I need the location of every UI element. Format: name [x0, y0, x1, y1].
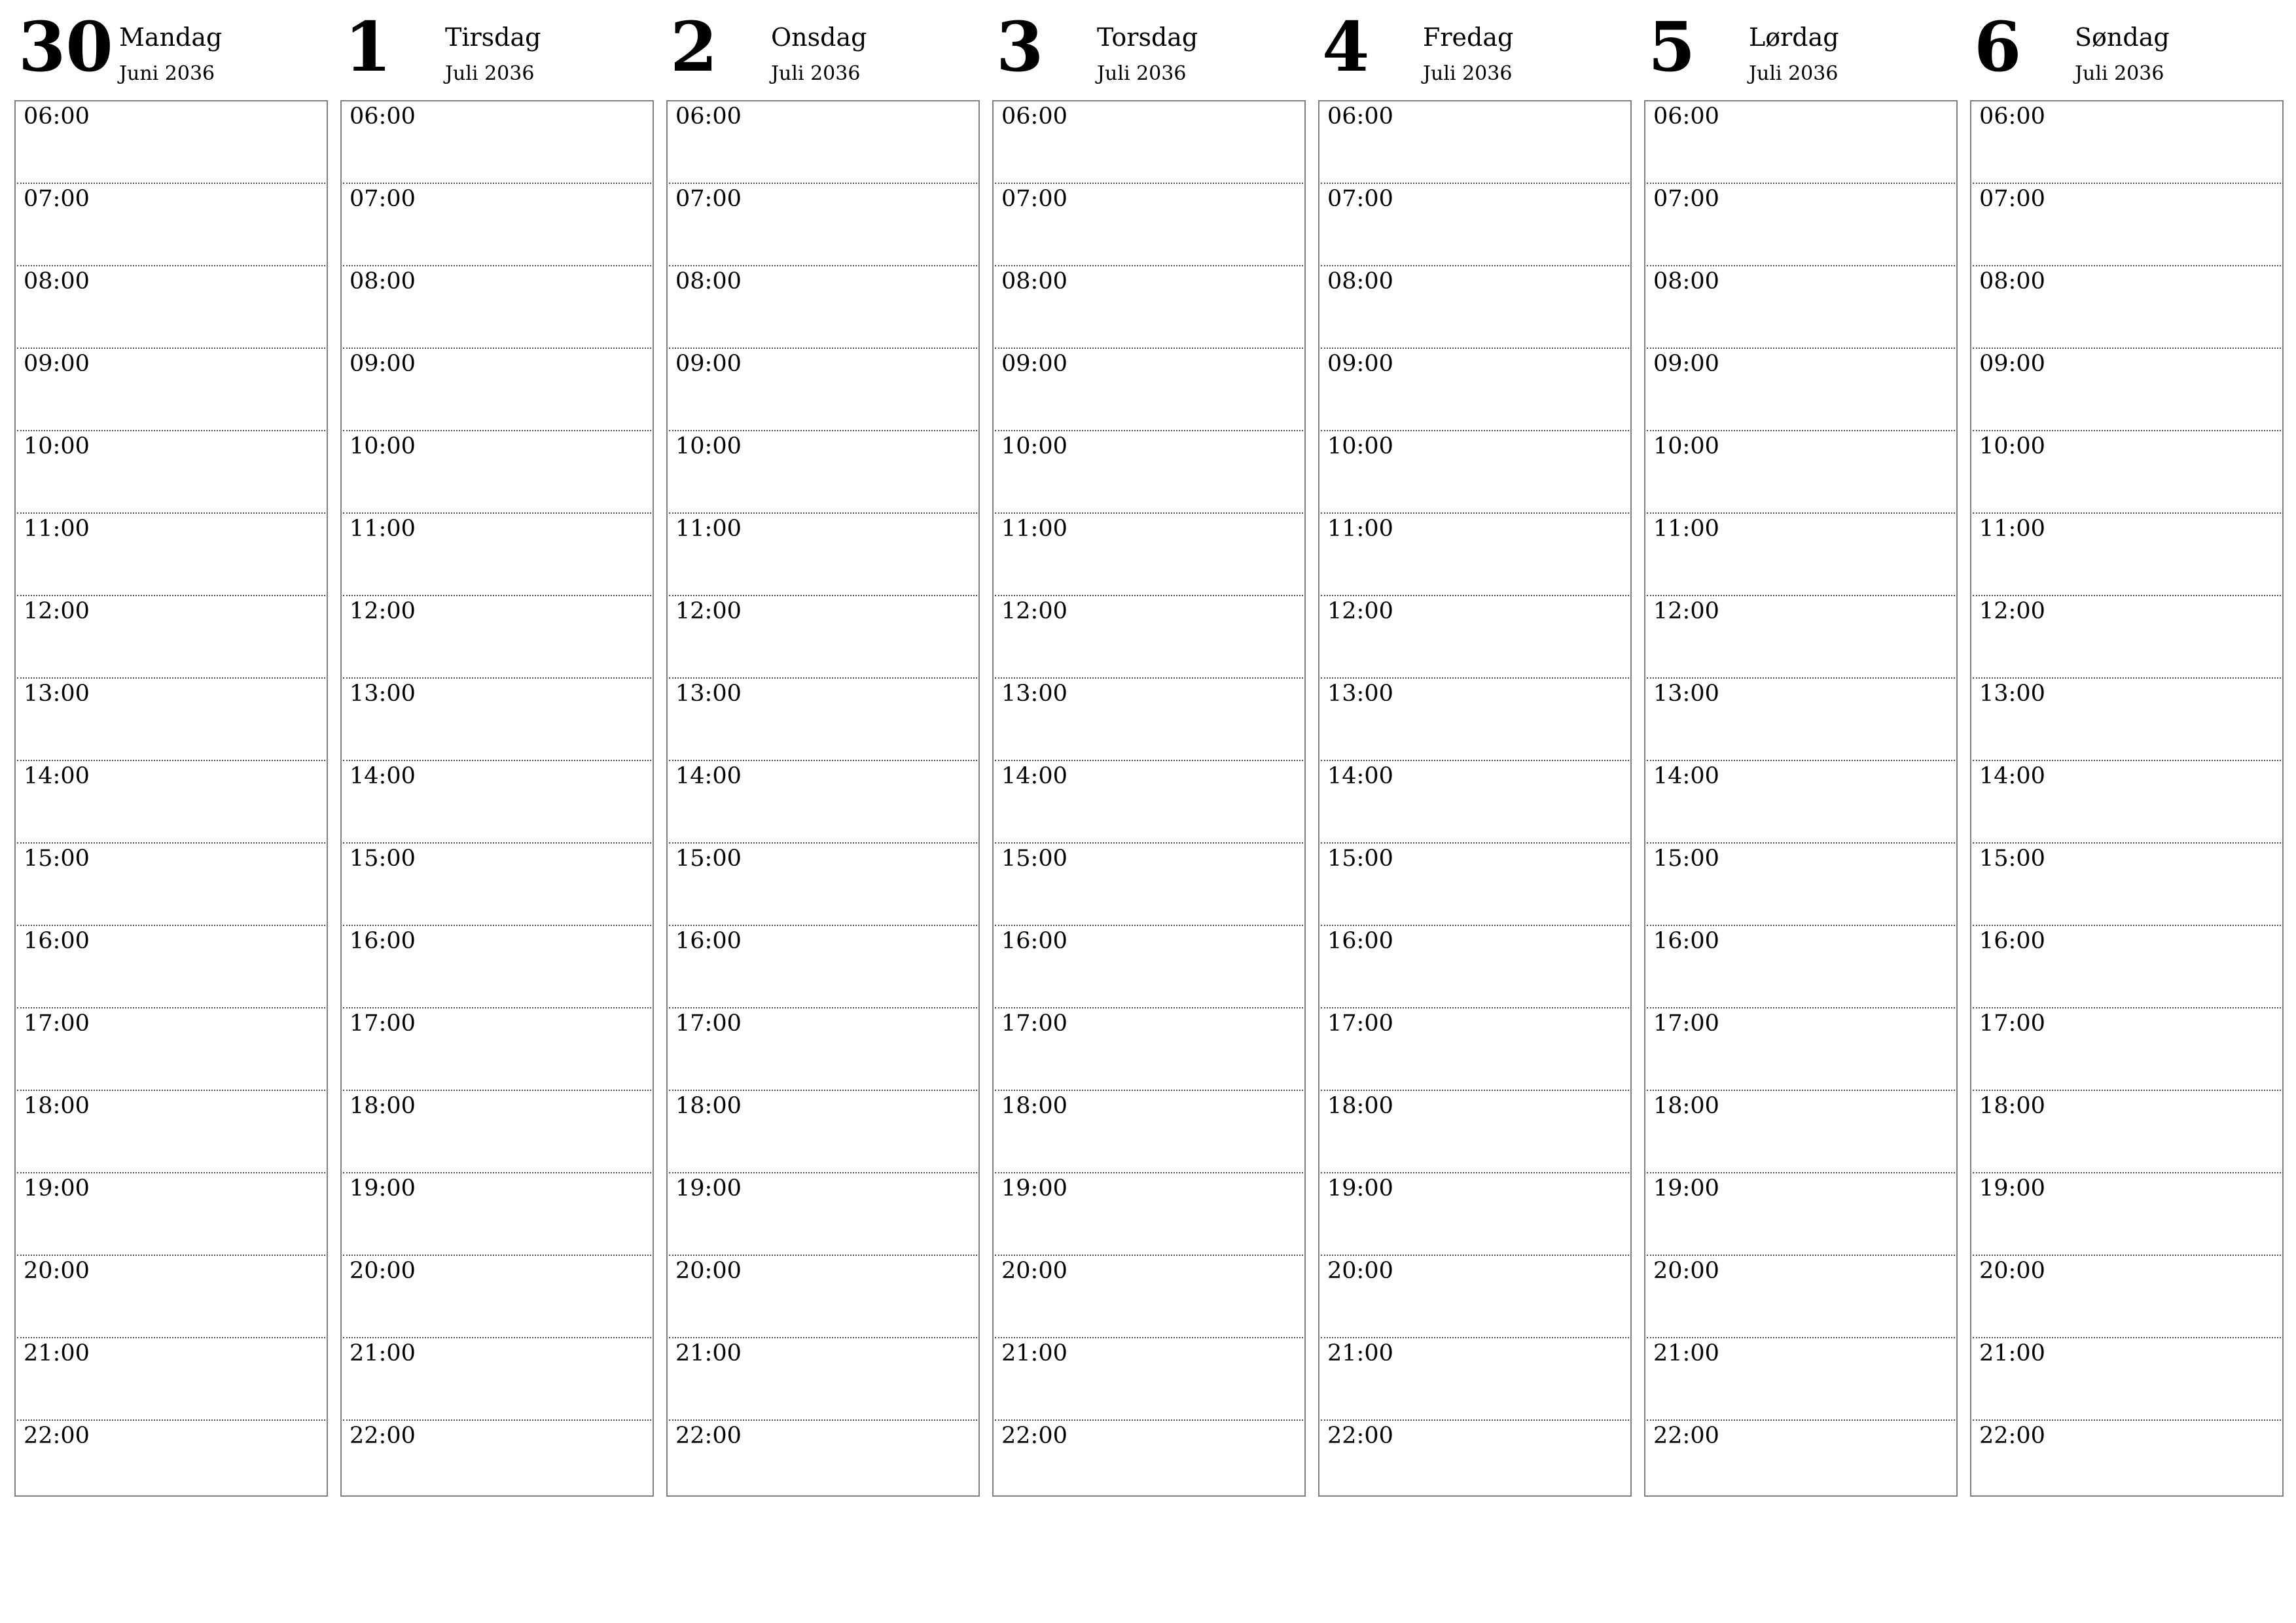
time-label: 13:00	[1979, 681, 2045, 707]
time-label: 08:00	[1001, 268, 1067, 294]
time-slot[interactable]	[669, 1008, 977, 1091]
day-number: 3	[996, 7, 1044, 87]
time-label: 07:00	[1001, 186, 1067, 212]
time-slot[interactable]	[1973, 514, 2281, 596]
day-month: Juli 2036	[771, 62, 861, 85]
time-label: 19:00	[1979, 1175, 2045, 1202]
time-slot[interactable]	[17, 266, 325, 349]
time-label: 18:00	[350, 1093, 416, 1119]
time-label: 19:00	[350, 1175, 416, 1202]
time-slot[interactable]	[1973, 844, 2281, 926]
time-slot[interactable]	[1321, 349, 1629, 431]
time-label: 17:00	[675, 1010, 742, 1037]
time-slot[interactable]	[669, 431, 977, 514]
time-slot[interactable]	[1973, 1338, 2281, 1421]
time-label: 21:00	[1327, 1340, 1393, 1366]
time-label: 07:00	[24, 186, 90, 212]
time-slot[interactable]	[995, 184, 1303, 266]
time-label: 12:00	[1653, 598, 1719, 624]
time-slot[interactable]	[1647, 844, 1955, 926]
time-slots	[340, 100, 654, 1497]
time-slot[interactable]	[669, 844, 977, 926]
time-label: 21:00	[350, 1340, 416, 1366]
time-label: 07:00	[675, 186, 742, 212]
time-label: 06:00	[675, 103, 742, 130]
day-name: Onsdag	[771, 23, 867, 52]
time-label: 19:00	[1327, 1175, 1393, 1202]
time-label: 20:00	[350, 1258, 416, 1284]
time-label: 16:00	[1001, 928, 1067, 954]
time-label: 18:00	[675, 1093, 742, 1119]
time-label: 17:00	[1653, 1010, 1719, 1037]
time-slot[interactable]	[343, 1091, 651, 1173]
time-label: 20:00	[1653, 1258, 1719, 1284]
time-slot[interactable]	[1321, 679, 1629, 761]
time-label: 16:00	[350, 928, 416, 954]
time-slot[interactable]	[343, 761, 651, 844]
time-label: 19:00	[1001, 1175, 1067, 1202]
day-name: Søndag	[2075, 23, 2170, 52]
time-slot[interactable]	[1321, 761, 1629, 844]
time-label: 13:00	[1001, 681, 1067, 707]
time-slot[interactable]	[995, 679, 1303, 761]
time-slot[interactable]	[1973, 101, 2281, 184]
day-month: Juli 2036	[1097, 62, 1187, 85]
time-slot[interactable]	[1321, 1256, 1629, 1338]
time-label: 20:00	[24, 1258, 90, 1284]
time-slot[interactable]	[669, 761, 977, 844]
time-slot[interactable]	[1973, 761, 2281, 844]
time-slot[interactable]	[343, 1421, 651, 1502]
time-slot[interactable]	[1647, 596, 1955, 679]
time-slot[interactable]	[1973, 349, 2281, 431]
time-slot[interactable]	[1973, 596, 2281, 679]
time-slot[interactable]	[1321, 844, 1629, 926]
time-label: 19:00	[675, 1175, 742, 1202]
time-label: 18:00	[1001, 1093, 1067, 1119]
time-slot[interactable]	[17, 1091, 325, 1173]
time-slot[interactable]	[669, 1091, 977, 1173]
time-slot[interactable]	[1647, 1008, 1955, 1091]
day-column-sunday	[1970, 0, 2284, 1449]
time-label: 09:00	[24, 351, 90, 377]
day-number: 2	[670, 7, 718, 87]
time-label: 08:00	[1327, 268, 1393, 294]
time-label: 08:00	[1979, 268, 2045, 294]
time-slot[interactable]	[669, 514, 977, 596]
time-label: 09:00	[1653, 351, 1719, 377]
time-label: 21:00	[1979, 1340, 2045, 1366]
time-label: 17:00	[1327, 1010, 1393, 1037]
day-number: 6	[1974, 7, 2022, 87]
day-name: Tirsdag	[445, 23, 541, 52]
time-slot[interactable]	[669, 101, 977, 184]
time-slot[interactable]	[17, 1173, 325, 1256]
time-label: 12:00	[1001, 598, 1067, 624]
time-label: 17:00	[1001, 1010, 1067, 1037]
time-label: 06:00	[1653, 103, 1719, 130]
time-label: 16:00	[1327, 928, 1393, 954]
time-label: 08:00	[24, 268, 90, 294]
time-label: 18:00	[1653, 1093, 1719, 1119]
time-slot[interactable]	[1973, 1008, 2281, 1091]
time-slot[interactable]	[17, 844, 325, 926]
time-slot[interactable]	[995, 926, 1303, 1008]
time-slot[interactable]	[343, 1173, 651, 1256]
day-month: Juni 2036	[119, 62, 215, 85]
time-slot[interactable]	[1321, 1008, 1629, 1091]
time-slot[interactable]	[669, 266, 977, 349]
day-header	[340, 0, 654, 100]
time-slot[interactable]	[669, 679, 977, 761]
time-label: 15:00	[1327, 846, 1393, 872]
time-label: 06:00	[24, 103, 90, 130]
day-number: 30	[18, 7, 113, 87]
time-label: 10:00	[24, 433, 90, 459]
time-label: 21:00	[1653, 1340, 1719, 1366]
time-label: 15:00	[1653, 846, 1719, 872]
time-label: 13:00	[350, 681, 416, 707]
time-slot[interactable]	[343, 596, 651, 679]
time-slot[interactable]	[995, 1338, 1303, 1421]
time-slot[interactable]	[1973, 1421, 2281, 1502]
time-label: 11:00	[1327, 516, 1393, 542]
time-slot[interactable]	[995, 1091, 1303, 1173]
time-label: 15:00	[1979, 846, 2045, 872]
time-label: 12:00	[1979, 598, 2045, 624]
time-slot[interactable]	[1647, 761, 1955, 844]
time-label: 18:00	[1327, 1093, 1393, 1119]
day-header	[14, 0, 328, 100]
time-slot[interactable]	[17, 349, 325, 431]
time-slot[interactable]	[17, 1008, 325, 1091]
time-label: 09:00	[675, 351, 742, 377]
time-slot[interactable]	[17, 431, 325, 514]
time-label: 12:00	[24, 598, 90, 624]
time-label: 06:00	[1001, 103, 1067, 130]
time-slot[interactable]	[1647, 1338, 1955, 1421]
time-slot[interactable]	[1647, 514, 1955, 596]
time-slots	[666, 100, 980, 1497]
time-slot[interactable]	[17, 101, 325, 184]
time-slot[interactable]	[1647, 1256, 1955, 1338]
time-slot[interactable]	[17, 1421, 325, 1502]
day-header	[992, 0, 1306, 100]
time-slot[interactable]	[343, 514, 651, 596]
day-column-tuesday	[340, 0, 654, 1449]
time-label: 10:00	[1327, 433, 1393, 459]
time-slot[interactable]	[343, 926, 651, 1008]
time-label: 13:00	[1653, 681, 1719, 707]
time-label: 17:00	[24, 1010, 90, 1037]
time-label: 11:00	[1001, 516, 1067, 542]
time-slot[interactable]	[669, 1173, 977, 1256]
time-slot[interactable]	[1321, 514, 1629, 596]
time-label: 10:00	[675, 433, 742, 459]
time-label: 14:00	[350, 763, 416, 789]
time-label: 20:00	[675, 1258, 742, 1284]
time-slot[interactable]	[995, 844, 1303, 926]
time-label: 06:00	[1327, 103, 1393, 130]
time-label: 11:00	[350, 516, 416, 542]
time-label: 15:00	[350, 846, 416, 872]
time-slot[interactable]	[17, 514, 325, 596]
time-slots	[992, 100, 1306, 1497]
time-slot[interactable]	[343, 1008, 651, 1091]
day-name: Torsdag	[1097, 23, 1198, 52]
time-slot[interactable]	[17, 596, 325, 679]
time-slot[interactable]	[1321, 184, 1629, 266]
time-label: 20:00	[1327, 1258, 1393, 1284]
time-slot[interactable]	[343, 844, 651, 926]
time-slot[interactable]	[1321, 1173, 1629, 1256]
time-label: 22:00	[1327, 1423, 1393, 1449]
time-label: 12:00	[350, 598, 416, 624]
time-slot[interactable]	[995, 596, 1303, 679]
time-slot[interactable]	[17, 1338, 325, 1421]
time-label: 09:00	[1001, 351, 1067, 377]
time-label: 19:00	[24, 1175, 90, 1202]
time-label: 21:00	[24, 1340, 90, 1366]
time-slot[interactable]	[1973, 1173, 2281, 1256]
time-slot[interactable]	[1321, 926, 1629, 1008]
time-label: 14:00	[1001, 763, 1067, 789]
time-label: 12:00	[675, 598, 742, 624]
time-slot[interactable]	[343, 266, 651, 349]
day-column-saturday	[1644, 0, 1958, 1449]
day-header	[1970, 0, 2284, 100]
day-month: Juli 2036	[1749, 62, 1839, 85]
time-slot[interactable]	[995, 266, 1303, 349]
time-label: 08:00	[675, 268, 742, 294]
time-label: 21:00	[675, 1340, 742, 1366]
time-label: 06:00	[1979, 103, 2045, 130]
time-label: 16:00	[24, 928, 90, 954]
time-slot[interactable]	[1973, 926, 2281, 1008]
time-slot[interactable]	[995, 1008, 1303, 1091]
time-slot[interactable]	[669, 1256, 977, 1338]
time-label: 11:00	[1979, 516, 2045, 542]
day-column-friday	[1318, 0, 1632, 1449]
day-column-wednesday	[666, 0, 980, 1449]
day-name: Fredag	[1423, 23, 1514, 52]
day-header	[1644, 0, 1958, 100]
time-slots	[1644, 100, 1958, 1497]
time-slot[interactable]	[1647, 679, 1955, 761]
time-label: 08:00	[350, 268, 416, 294]
time-slot[interactable]	[1321, 1091, 1629, 1173]
time-slot[interactable]	[995, 1173, 1303, 1256]
day-month: Juli 2036	[1423, 62, 1513, 85]
time-label: 15:00	[675, 846, 742, 872]
time-slot[interactable]	[1321, 101, 1629, 184]
time-slot[interactable]	[343, 1338, 651, 1421]
time-slot[interactable]	[17, 926, 325, 1008]
time-label: 14:00	[1979, 763, 2045, 789]
time-slot[interactable]	[17, 1256, 325, 1338]
time-slot[interactable]	[343, 431, 651, 514]
time-label: 16:00	[675, 928, 742, 954]
time-slot[interactable]	[995, 761, 1303, 844]
time-slot[interactable]	[669, 926, 977, 1008]
time-slot[interactable]	[1647, 431, 1955, 514]
time-slot[interactable]	[995, 349, 1303, 431]
time-slot[interactable]	[669, 184, 977, 266]
time-label: 22:00	[1001, 1423, 1067, 1449]
time-label: 12:00	[1327, 598, 1393, 624]
time-label: 09:00	[350, 351, 416, 377]
time-label: 16:00	[1653, 928, 1719, 954]
time-slot[interactable]	[669, 596, 977, 679]
day-number: 1	[344, 7, 392, 87]
time-label: 17:00	[1979, 1010, 2045, 1037]
day-column-thursday	[992, 0, 1306, 1449]
time-slot[interactable]	[343, 184, 651, 266]
time-slot[interactable]	[995, 514, 1303, 596]
time-slot[interactable]	[1647, 101, 1955, 184]
time-slot[interactable]	[669, 1421, 977, 1502]
day-number: 4	[1322, 7, 1370, 87]
time-slot[interactable]	[1973, 1256, 2281, 1338]
day-number: 5	[1648, 7, 1696, 87]
time-slot[interactable]	[1647, 184, 1955, 266]
time-slot[interactable]	[1647, 1091, 1955, 1173]
time-label: 18:00	[1979, 1093, 2045, 1119]
time-label: 15:00	[24, 846, 90, 872]
time-slot[interactable]	[995, 431, 1303, 514]
time-label: 18:00	[24, 1093, 90, 1119]
time-slot[interactable]	[1973, 679, 2281, 761]
time-label: 22:00	[24, 1423, 90, 1449]
day-month: Juli 2036	[2075, 62, 2164, 85]
time-label: 11:00	[1653, 516, 1719, 542]
time-slot[interactable]	[1321, 431, 1629, 514]
time-label: 21:00	[1001, 1340, 1067, 1366]
time-slot[interactable]	[1973, 1091, 2281, 1173]
time-label: 22:00	[675, 1423, 742, 1449]
time-slot[interactable]	[995, 1421, 1303, 1502]
time-label: 11:00	[24, 516, 90, 542]
day-header	[666, 0, 980, 100]
time-label: 07:00	[350, 186, 416, 212]
time-slot[interactable]	[343, 679, 651, 761]
time-label: 20:00	[1001, 1258, 1067, 1284]
time-slot[interactable]	[1321, 1421, 1629, 1502]
time-slot[interactable]	[995, 1256, 1303, 1338]
time-label: 09:00	[1979, 351, 2045, 377]
time-label: 10:00	[1001, 433, 1067, 459]
time-slot[interactable]	[17, 679, 325, 761]
time-label: 10:00	[350, 433, 416, 459]
time-slot[interactable]	[17, 761, 325, 844]
time-slot[interactable]	[1973, 266, 2281, 349]
time-slots	[1318, 100, 1632, 1497]
time-slot[interactable]	[1321, 266, 1629, 349]
time-label: 19:00	[1653, 1175, 1719, 1202]
time-label: 22:00	[350, 1423, 416, 1449]
time-label: 13:00	[675, 681, 742, 707]
time-label: 10:00	[1653, 433, 1719, 459]
time-slots	[14, 100, 328, 1497]
time-slot[interactable]	[1973, 431, 2281, 514]
day-month: Juli 2036	[445, 62, 535, 85]
time-slot[interactable]	[1647, 926, 1955, 1008]
time-slot[interactable]	[1647, 349, 1955, 431]
time-label: 22:00	[1653, 1423, 1719, 1449]
time-label: 10:00	[1979, 433, 2045, 459]
time-slot[interactable]	[1647, 1421, 1955, 1502]
time-slots	[1970, 100, 2284, 1497]
time-slot[interactable]	[17, 184, 325, 266]
time-slot[interactable]	[343, 349, 651, 431]
time-label: 08:00	[1653, 268, 1719, 294]
time-label: 14:00	[24, 763, 90, 789]
time-label: 15:00	[1001, 846, 1067, 872]
time-slot[interactable]	[995, 101, 1303, 184]
time-label: 17:00	[350, 1010, 416, 1037]
time-slot[interactable]	[1321, 1338, 1629, 1421]
time-label: 07:00	[1979, 186, 2045, 212]
time-label: 14:00	[1653, 763, 1719, 789]
time-slot[interactable]	[1973, 184, 2281, 266]
time-label: 07:00	[1327, 186, 1393, 212]
time-label: 14:00	[1327, 763, 1393, 789]
time-slot[interactable]	[669, 1338, 977, 1421]
time-slot[interactable]	[1321, 596, 1629, 679]
time-label: 16:00	[1979, 928, 2045, 954]
time-slot[interactable]	[669, 349, 977, 431]
time-slot[interactable]	[1647, 266, 1955, 349]
time-label: 13:00	[1327, 681, 1393, 707]
time-slot[interactable]	[1647, 1173, 1955, 1256]
day-name: Lørdag	[1749, 23, 1839, 52]
time-label: 20:00	[1979, 1258, 2045, 1284]
time-label: 22:00	[1979, 1423, 2045, 1449]
day-name: Mandag	[119, 23, 223, 52]
time-label: 07:00	[1653, 186, 1719, 212]
time-label: 09:00	[1327, 351, 1393, 377]
time-slot[interactable]	[343, 1256, 651, 1338]
time-label: 11:00	[675, 516, 742, 542]
day-column-monday	[14, 0, 328, 1449]
day-header	[1318, 0, 1632, 100]
time-label: 06:00	[350, 103, 416, 130]
time-slot[interactable]	[343, 101, 651, 184]
time-label: 14:00	[675, 763, 742, 789]
time-label: 13:00	[24, 681, 90, 707]
